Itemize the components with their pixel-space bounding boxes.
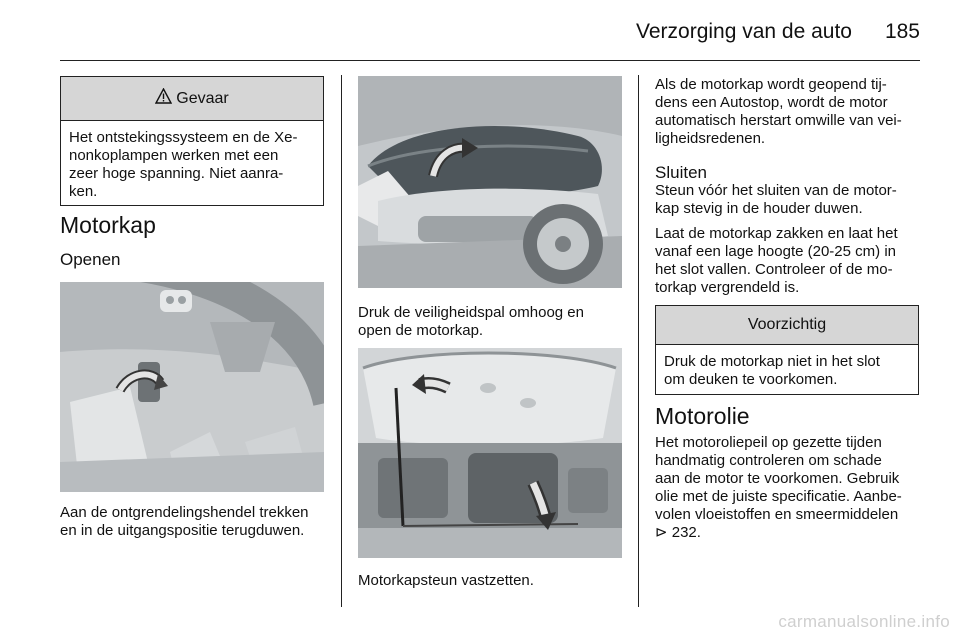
warning-text [61, 121, 323, 209]
paragraph-line: automatisch herstart omwille van vei- [655, 112, 902, 129]
paragraph-line: het slot vallen. Controleer of de mo- [655, 261, 893, 278]
stay-caption: Motorkapsteun vastzetten. [358, 572, 534, 589]
latch-caption [358, 304, 628, 340]
paragraph-line: kap stevig in de houder duwen. [655, 200, 863, 217]
page-reference-icon: ⊳ [655, 524, 668, 541]
caption-line: Druk de veiligheidspal omhoog en [358, 304, 584, 321]
warning-box [60, 76, 324, 206]
warning-triangle-icon [155, 88, 172, 109]
bonnet-latch-illustration [358, 76, 622, 288]
paragraph-line: ligheidsredenen. [655, 130, 766, 147]
caution-line: Druk de motorkap niet in het slot [664, 353, 880, 370]
sluiten-paragraph-2 [655, 225, 935, 297]
paragraph-line: volen vloeistoffen en smeermiddelen [655, 506, 899, 523]
bonnet-stay-illustration [358, 348, 622, 558]
column-divider [638, 75, 639, 607]
watermark-text: carmanualsonline.info [778, 612, 950, 631]
page-reference[interactable] [655, 524, 940, 542]
caution-box-header: Voorzichtig [656, 306, 918, 345]
caption-line: open de motorkap. [358, 322, 484, 339]
paragraph-line: olie met de juiste specificatie. Aanbe- [655, 488, 902, 505]
page-number: 185 [884, 20, 920, 43]
autostop-paragraph [655, 76, 935, 148]
caution-line: om deuken te voorkomen. [664, 371, 838, 388]
warning-title: Gevaar [176, 89, 229, 107]
paragraph-line: torkap vergrendeld is. [655, 279, 800, 296]
paragraph-line: handmatig controleren om schade [655, 452, 882, 469]
warning-line: ken. [69, 183, 98, 200]
paragraph-line: Als de motorkap wordt geopend tij- [655, 76, 887, 93]
paragraph-line: vanaf een lage hoogte (20-25 cm) in [655, 243, 896, 260]
page-reference-number: 232. [671, 524, 701, 541]
warning-line: zeer hoge spanning. Niet aanra- [69, 165, 284, 182]
caption-line: Aan de ontgrendelingshendel trekken [60, 504, 309, 521]
openen-caption [60, 504, 330, 540]
subsection-title-openen: Openen [60, 250, 121, 269]
header-title: Verzorging van de auto [636, 20, 852, 43]
column-divider [341, 75, 342, 607]
subsection-title-sluiten: Sluiten [655, 163, 707, 182]
section-title-motorkap: Motorkap [60, 212, 156, 238]
motorolie-paragraph [655, 434, 940, 542]
paragraph-line: Laat de motorkap zakken en laat het [655, 225, 898, 242]
header-rule [60, 60, 920, 61]
sluiten-paragraph-1 [655, 182, 935, 218]
paragraph-line: aan de motor te voorkomen. Gebruik [655, 470, 900, 487]
warning-box-header [61, 77, 323, 121]
warning-line: nonkoplampen werken met een [69, 147, 279, 164]
paragraph-line: Het motoroliepeil op gezette tijden [655, 434, 882, 451]
caution-text [656, 345, 918, 397]
caution-box [655, 305, 919, 395]
release-lever-illustration [60, 282, 324, 492]
paragraph-line: Steun vóór het sluiten van de motor- [655, 182, 897, 199]
warning-line: Het ontstekingssysteem en de Xe- [69, 129, 298, 146]
section-title-motorolie: Motorolie [655, 403, 750, 429]
paragraph-line: dens een Autostop, wordt de motor [655, 94, 888, 111]
caption-line: en in de uitgangspositie terugduwen. [60, 522, 305, 539]
